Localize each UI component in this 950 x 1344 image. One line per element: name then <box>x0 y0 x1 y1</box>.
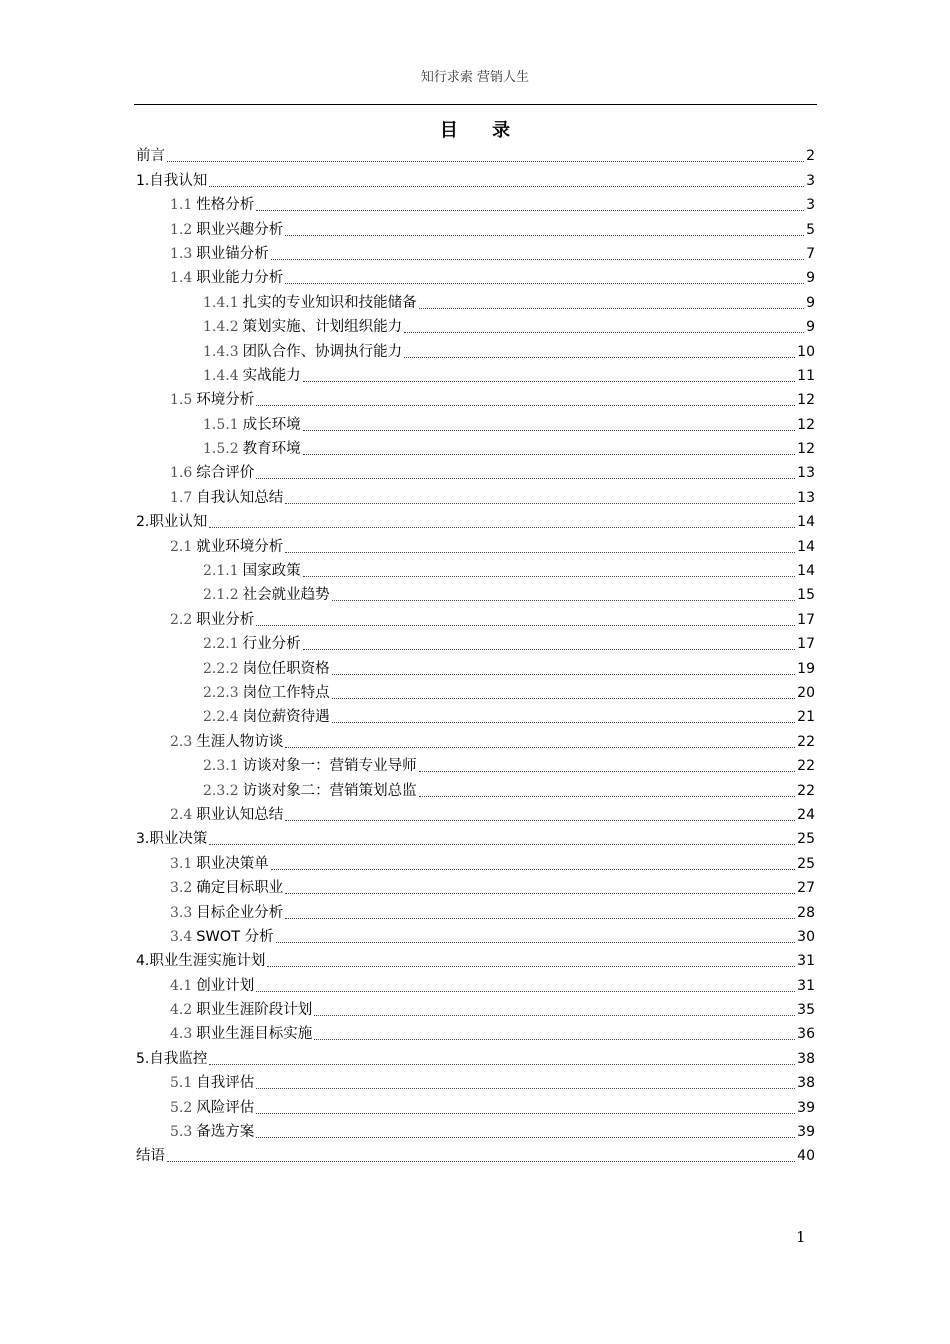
toc-entry-page: 5 <box>806 221 815 238</box>
dot-leader <box>404 332 804 333</box>
toc-entry-number: 1.3 <box>170 245 193 262</box>
dot-leader <box>404 357 795 358</box>
toc-entry-number: 1. <box>136 172 150 189</box>
toc-entry-page: 24 <box>797 806 815 823</box>
toc-entry[interactable] <box>136 1118 815 1142</box>
toc-entry-page: 31 <box>797 953 815 970</box>
dot-leader <box>209 527 795 528</box>
toc-entry[interactable] <box>136 362 815 386</box>
toc-entry-page: 10 <box>797 343 815 360</box>
toc-entry-title: 就业环境分析 <box>196 538 284 555</box>
dot-leader <box>303 649 796 650</box>
dot-leader <box>285 820 795 821</box>
toc-entry-number: 2.1.1 <box>203 563 239 580</box>
toc-entry-number: 1.5.2 <box>203 441 239 458</box>
toc-entry[interactable] <box>136 166 815 190</box>
toc-entry-title: 岗位薪资待遇 <box>242 709 330 726</box>
toc-entry[interactable] <box>136 240 815 264</box>
toc-entry-page: 13 <box>797 489 815 506</box>
dot-leader <box>209 844 795 845</box>
toc-entry[interactable] <box>136 435 815 459</box>
toc-entry-page: 21 <box>797 709 815 726</box>
header-divider <box>134 104 817 105</box>
toc-entry-number: 2.2 <box>170 611 193 628</box>
toc-entry-page: 30 <box>797 928 815 945</box>
toc-entry-page: 36 <box>797 1026 815 1043</box>
dot-leader <box>276 942 795 943</box>
dot-leader <box>285 283 804 284</box>
toc-entry-page: 35 <box>797 1002 815 1019</box>
toc-entry-title: 教育环境 <box>242 441 301 458</box>
toc-entry[interactable] <box>136 727 815 751</box>
toc-entry-number: 1.4.1 <box>203 294 239 311</box>
toc-entry[interactable] <box>136 288 815 312</box>
toc-entry-number: 1.5.1 <box>203 416 239 433</box>
toc-entry-number: 4.2 <box>170 1002 193 1019</box>
toc-entry-number: 4.1 <box>170 977 193 994</box>
toc-entry[interactable] <box>136 825 815 849</box>
toc-entry[interactable] <box>136 776 815 800</box>
toc-entry-page: 27 <box>797 880 815 897</box>
toc-entry-title: 岗位工作特点 <box>242 684 330 701</box>
dot-leader <box>209 186 804 187</box>
toc-entry-page: 38 <box>797 1075 815 1092</box>
dot-leader <box>303 430 796 431</box>
toc-entry-title: 职业认知总结 <box>196 806 284 823</box>
toc-entry-page: 12 <box>797 441 815 458</box>
page-number: 1 <box>796 1228 806 1246</box>
toc-entry[interactable] <box>136 898 815 922</box>
toc-entry-title: SWOT 分析 <box>196 928 274 945</box>
dot-leader <box>332 600 796 601</box>
dot-leader <box>256 991 795 992</box>
toc-entry[interactable] <box>136 142 815 166</box>
toc-entry-page: 11 <box>797 367 815 384</box>
toc-entry-title: 环境分析 <box>196 392 255 409</box>
toc-entry[interactable] <box>136 630 815 654</box>
toc-entry-title: 目标企业分析 <box>196 904 284 921</box>
toc-entry-title: 职业认知 <box>149 514 208 531</box>
toc-entry-page: 39 <box>797 1124 815 1141</box>
toc-entry-page: 19 <box>797 660 815 677</box>
toc-entry-page: 15 <box>797 587 815 604</box>
toc-entry[interactable] <box>136 191 815 215</box>
toc-entry-number: 2.2.3 <box>203 684 239 701</box>
dot-leader <box>256 1113 795 1114</box>
toc-entry-number: 3.2 <box>170 880 193 897</box>
dot-leader <box>419 308 804 309</box>
toc-entry-title: 职业能力分析 <box>196 270 284 287</box>
toc-entry[interactable] <box>136 874 815 898</box>
toc-entry-number: 2.4 <box>170 806 193 823</box>
toc-entry-number: 1.2 <box>170 221 193 238</box>
toc-entry[interactable] <box>136 679 815 703</box>
toc-entry-title: 创业计划 <box>196 977 255 994</box>
toc-entry[interactable] <box>136 1142 815 1166</box>
toc-entry-title: 扎实的专业知识和技能储备 <box>242 294 417 311</box>
toc-entry-page: 20 <box>797 684 815 701</box>
toc-entry-title: 职业决策 <box>149 831 208 848</box>
toc-entry-number: 2.2.2 <box>203 660 239 677</box>
toc-entry-page: 17 <box>797 611 815 628</box>
dot-leader <box>256 1137 795 1138</box>
toc-entry-number: 3.3 <box>170 904 193 921</box>
toc-entry-title: 职业生涯目标实施 <box>196 1026 313 1043</box>
toc-entry-number: 3.4 <box>170 928 193 945</box>
toc-entry-page: 9 <box>806 294 815 311</box>
toc-entry-page: 17 <box>797 636 815 653</box>
toc-entry-page: 9 <box>806 319 815 336</box>
toc-entry[interactable] <box>136 1069 815 1093</box>
page-header: 知行求索 营销人生 <box>420 70 530 85</box>
toc-entry-number: 3.1 <box>170 855 193 872</box>
dot-leader <box>419 771 796 772</box>
toc-entry-number: 4. <box>136 953 150 970</box>
toc-entry-number: 1.4.4 <box>203 367 239 384</box>
dot-leader <box>303 381 796 382</box>
toc-entry-page: 22 <box>797 733 815 750</box>
toc-entry-number: 5.1 <box>170 1075 193 1092</box>
toc-entry[interactable] <box>136 801 815 825</box>
toc-entry-title: 职业分析 <box>196 611 255 628</box>
toc-entry[interactable] <box>136 849 815 873</box>
dot-leader <box>303 454 796 455</box>
dot-leader <box>256 478 795 479</box>
toc-entry[interactable] <box>136 923 815 947</box>
toc-entry-page: 7 <box>806 245 815 262</box>
dot-leader <box>314 1039 795 1040</box>
dot-leader <box>267 966 795 967</box>
toc-entry[interactable] <box>136 581 815 605</box>
toc-entry[interactable] <box>136 996 815 1020</box>
toc-entry-page: 12 <box>797 416 815 433</box>
toc-entry[interactable] <box>136 654 815 678</box>
toc-entry-title: 成长环境 <box>242 416 301 433</box>
toc-entry-number: 5.2 <box>170 1099 193 1116</box>
toc-entry-title: 职业生涯阶段计划 <box>196 1002 313 1019</box>
toc-entry[interactable] <box>136 557 815 581</box>
dot-leader <box>167 1161 795 1162</box>
toc-entry-title: 自我认知 <box>149 172 208 189</box>
toc-entry[interactable] <box>136 532 815 556</box>
toc-entry-title: 职业锚分析 <box>196 245 269 262</box>
toc-entry-page: 25 <box>797 855 815 872</box>
dot-leader <box>314 1015 795 1016</box>
toc-entry-title: 职业兴趣分析 <box>196 221 284 238</box>
dot-leader <box>285 918 795 919</box>
toc-entry[interactable] <box>136 215 815 239</box>
toc-entry-title: 访谈对象二：营销策划总监 <box>242 782 417 799</box>
dot-leader <box>285 747 795 748</box>
toc-entry-number: 5.3 <box>170 1124 193 1141</box>
toc-title: 目 录 <box>439 120 525 141</box>
toc-entry-title: 前言 <box>136 148 165 165</box>
toc-entry-title: 自我认知总结 <box>196 489 284 506</box>
toc-entry-number: 5. <box>136 1050 150 1067</box>
toc-entry[interactable] <box>136 508 815 532</box>
toc-entry-page: 14 <box>797 563 815 580</box>
dot-leader <box>303 576 796 577</box>
toc-entry-title: 自我评估 <box>196 1075 255 1092</box>
toc-entry-title: 确定目标职业 <box>196 880 284 897</box>
toc-entry-title: 岗位任职资格 <box>242 660 330 677</box>
toc-entry-number: 1.5 <box>170 392 193 409</box>
toc-entry-page: 12 <box>797 392 815 409</box>
toc-entry-title: 策划实施、计划组织能力 <box>242 319 403 336</box>
toc-entry-number: 2.2.4 <box>203 709 239 726</box>
toc-entry-page: 25 <box>797 831 815 848</box>
dot-leader <box>332 674 796 675</box>
toc-entry-number: 1.4 <box>170 270 193 287</box>
toc-entry-number: 2.3 <box>170 733 193 750</box>
toc-entry-page: 31 <box>797 977 815 994</box>
toc-entry-title: 风险评估 <box>196 1099 255 1116</box>
toc-entry-page: 3 <box>806 172 815 189</box>
toc-entry-page: 14 <box>797 514 815 531</box>
toc-entry-title: 访谈对象一：营销专业导师 <box>242 758 417 775</box>
toc-entry-number: 2.1.2 <box>203 587 239 604</box>
dot-leader <box>332 722 796 723</box>
toc-entry[interactable] <box>136 752 815 776</box>
toc-entry-title: 行业分析 <box>242 636 301 653</box>
toc-entry-title: 团队合作、协调执行能力 <box>242 343 403 360</box>
toc-entry-number: 2.1 <box>170 538 193 555</box>
toc-entry-page: 3 <box>806 197 815 214</box>
toc-entry-page: 38 <box>797 1050 815 1067</box>
toc-entry-number: 1.4.3 <box>203 343 239 360</box>
dot-leader <box>332 698 796 699</box>
toc-entry[interactable] <box>136 703 815 727</box>
toc-entry-title: 综合评价 <box>196 465 255 482</box>
dot-leader <box>256 405 795 406</box>
toc-entry-title: 性格分析 <box>196 197 255 214</box>
toc-entry-number: 2.3.1 <box>203 758 239 775</box>
toc-entry-number: 1.4.2 <box>203 319 239 336</box>
dot-leader <box>256 210 804 211</box>
toc-entry[interactable] <box>136 264 815 288</box>
toc-entry-title: 职业生涯实施计划 <box>149 953 266 970</box>
toc-entry-title: 职业决策单 <box>196 855 269 872</box>
dot-leader <box>256 1088 795 1089</box>
toc-entry-page: 28 <box>797 904 815 921</box>
toc-entry-page: 9 <box>806 270 815 287</box>
toc-entry-number: 2.2.1 <box>203 636 239 653</box>
toc-entry-number: 3. <box>136 831 150 848</box>
table-of-contents <box>136 142 815 1166</box>
toc-entry[interactable] <box>136 410 815 434</box>
toc-entry[interactable] <box>136 337 815 361</box>
toc-entry-number: 1.6 <box>170 465 193 482</box>
toc-entry-title: 实战能力 <box>242 367 301 384</box>
toc-entry[interactable] <box>136 971 815 995</box>
toc-entry[interactable] <box>136 386 815 410</box>
toc-entry-page: 14 <box>797 538 815 555</box>
toc-entry-number: 1.7 <box>170 489 193 506</box>
toc-entry-page: 13 <box>797 465 815 482</box>
toc-entry-number: 2. <box>136 514 150 531</box>
toc-entry-number: 4.3 <box>170 1026 193 1043</box>
toc-entry[interactable] <box>136 483 815 507</box>
dot-leader <box>285 503 795 504</box>
dot-leader <box>271 259 804 260</box>
dot-leader <box>256 625 795 626</box>
toc-entry-title: 结语 <box>136 1148 165 1165</box>
dot-leader <box>271 869 795 870</box>
toc-entry-number: 1.1 <box>170 197 193 214</box>
toc-entry[interactable] <box>136 459 815 483</box>
dot-leader <box>419 796 796 797</box>
dot-leader <box>167 161 804 162</box>
dot-leader <box>209 1064 795 1065</box>
toc-entry[interactable] <box>136 605 815 629</box>
toc-entry[interactable] <box>136 1093 815 1117</box>
toc-entry[interactable] <box>136 947 815 971</box>
toc-entry[interactable] <box>136 1044 815 1068</box>
toc-entry-title: 社会就业趋势 <box>242 587 330 604</box>
dot-leader <box>285 893 795 894</box>
toc-entry-title: 自我监控 <box>149 1050 208 1067</box>
toc-entry-page: 39 <box>797 1099 815 1116</box>
toc-entry-number: 2.3.2 <box>203 782 239 799</box>
toc-entry-title: 国家政策 <box>242 563 301 580</box>
dot-leader <box>285 552 795 553</box>
dot-leader <box>285 235 804 236</box>
toc-entry-page: 40 <box>797 1148 815 1165</box>
toc-entry-title: 备选方案 <box>196 1124 255 1141</box>
toc-entry-title: 生涯人物访谈 <box>196 733 284 750</box>
toc-entry-page: 22 <box>797 758 815 775</box>
toc-entry-page: 2 <box>806 148 815 165</box>
toc-entry[interactable] <box>136 1020 815 1044</box>
toc-entry[interactable] <box>136 313 815 337</box>
toc-entry-page: 22 <box>797 782 815 799</box>
